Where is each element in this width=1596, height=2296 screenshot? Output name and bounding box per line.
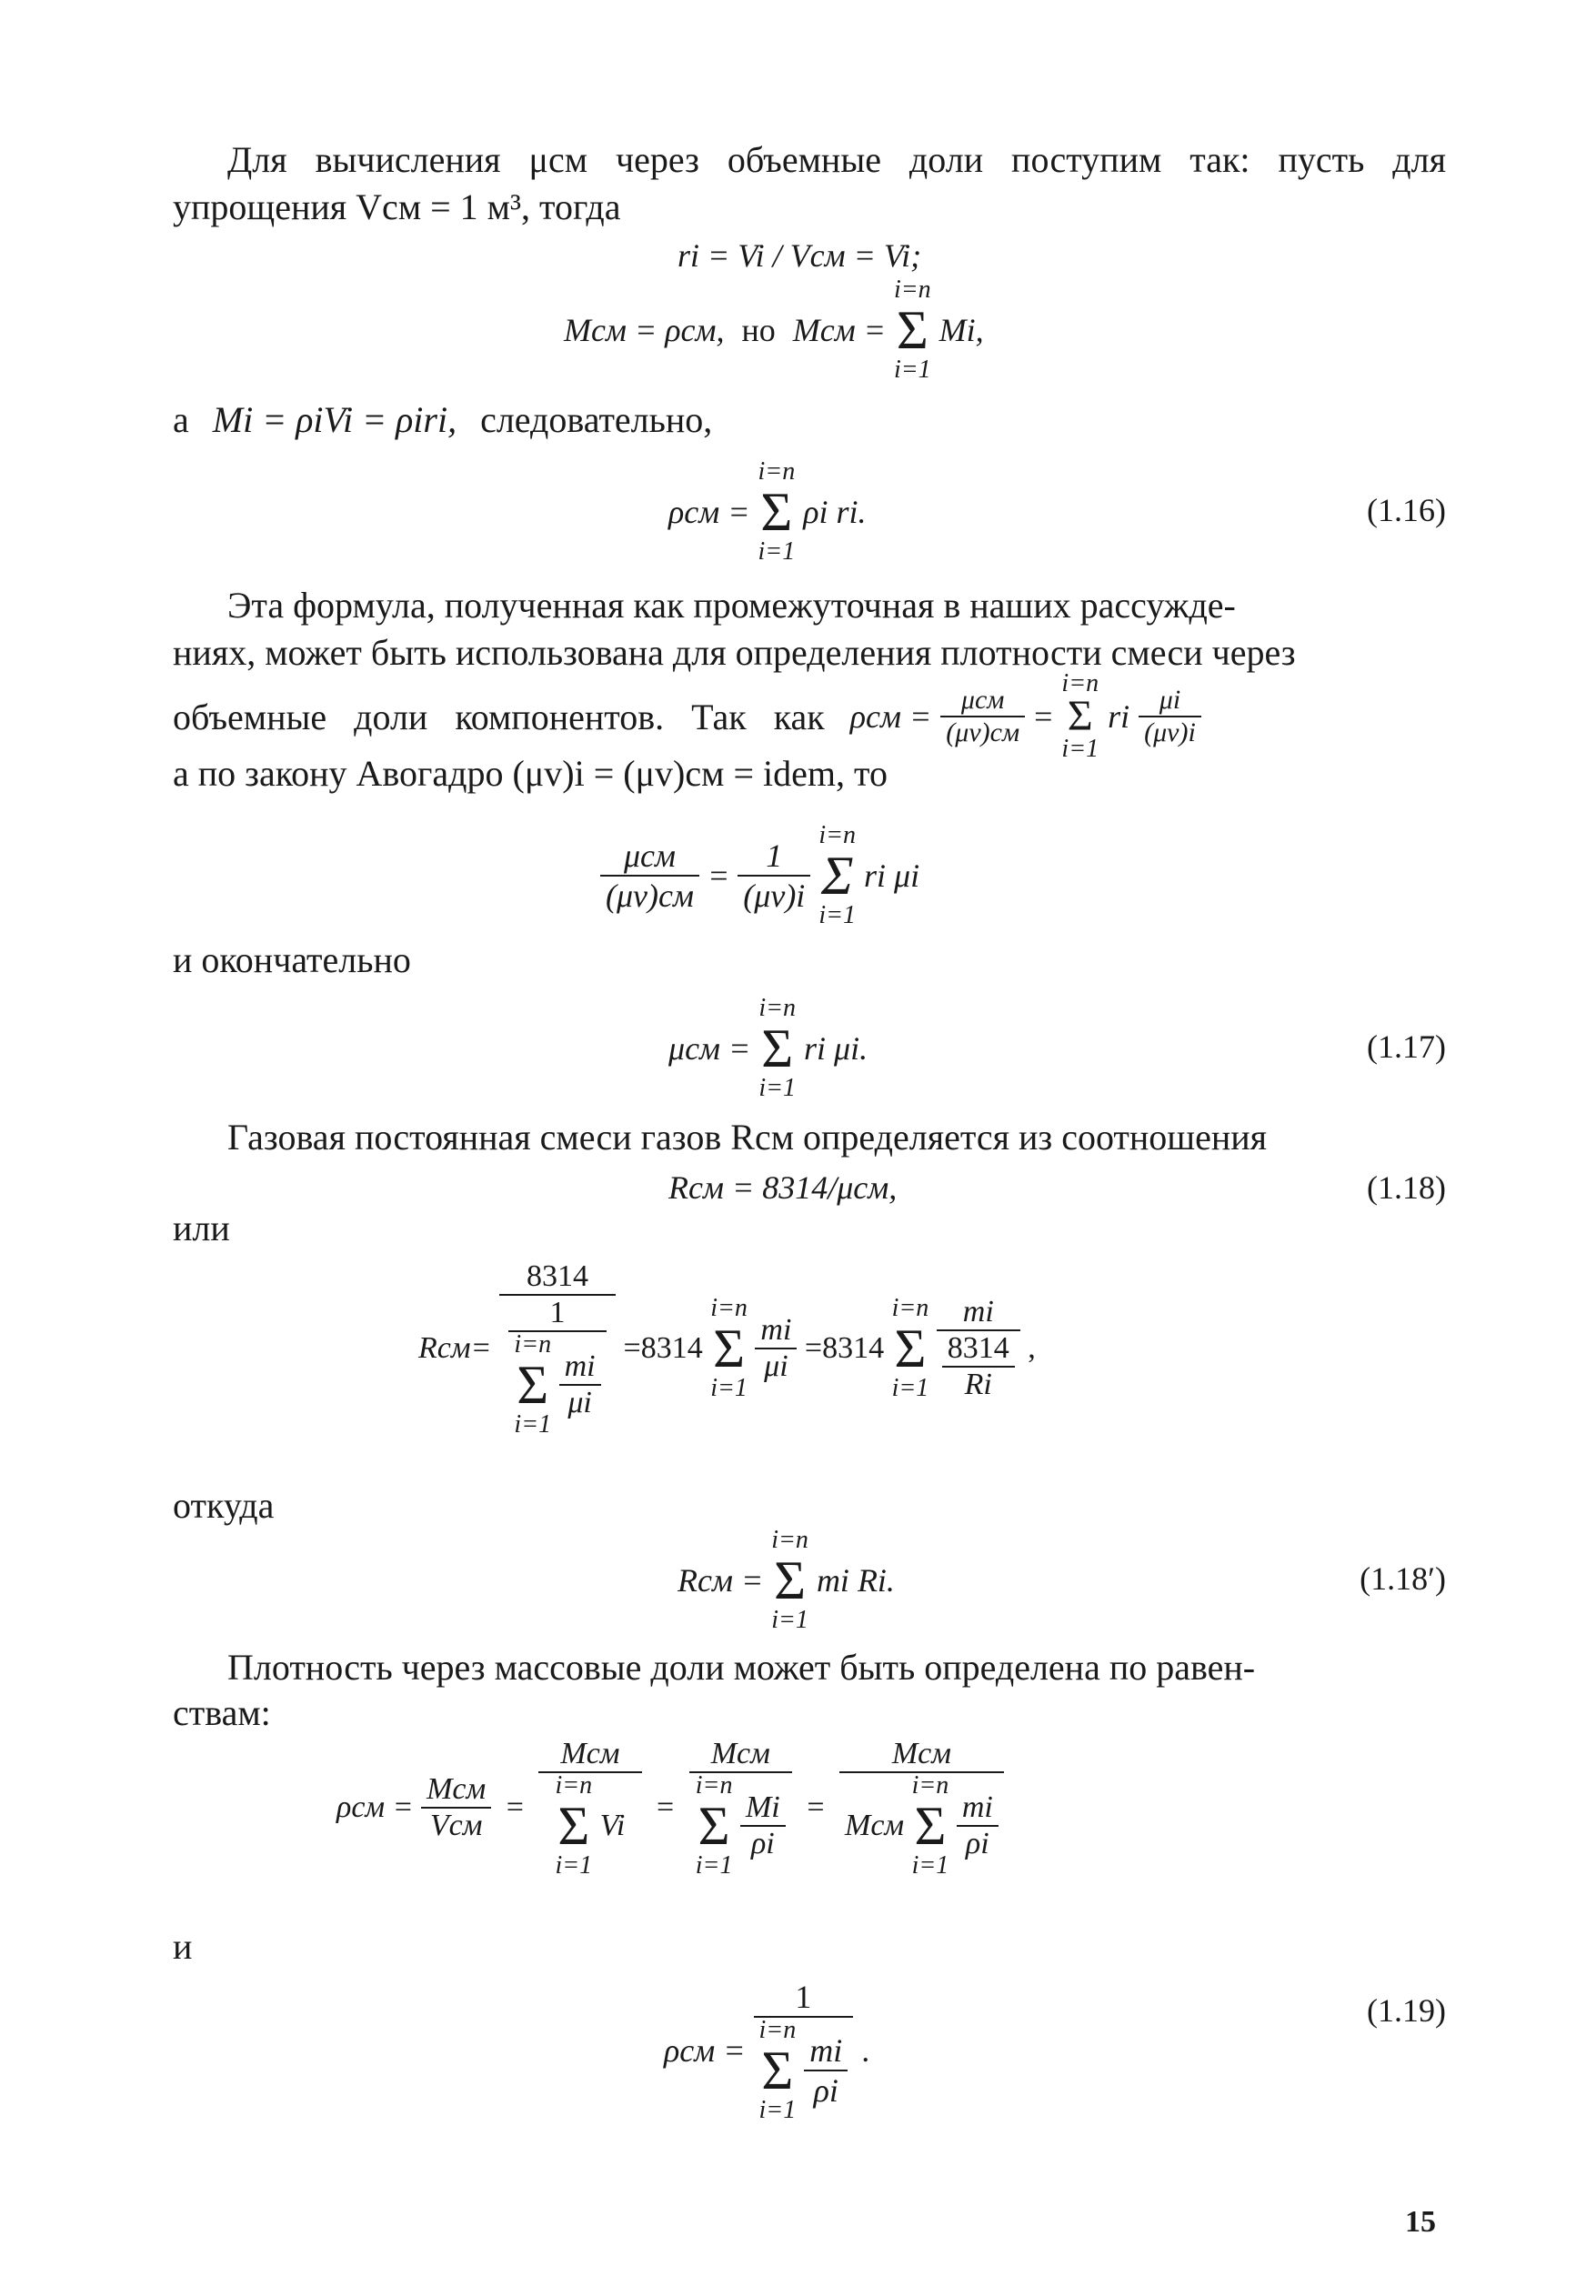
fraction-Mi-over-rho xyxy=(740,1790,786,1861)
paragraph-density-mass-2: ствам: xyxy=(173,1692,271,1733)
paragraph-gas-constant: Газовая постоянная смеси газов Rсм определяется из соотношения xyxy=(227,1117,1268,1158)
formula-mass-density: Mi = ρiVi = ρiri, xyxy=(212,399,457,440)
fraction-m-over-8314-over-R xyxy=(937,1295,1020,1402)
sum-lower-limit: i=1 xyxy=(893,356,931,384)
fraction-numerator: 8314 xyxy=(499,1259,616,1296)
paragraph-intro: Для вычисления μсм через объемные доли поступим так: пусть для упрощения Vсм = 1 м³, тогда xyxy=(173,139,1446,227)
sum-operator xyxy=(892,1296,929,1401)
equation-number-1-19: (1.19) xyxy=(1367,1992,1446,2029)
sum-upper-limit: i=n xyxy=(1061,669,1099,697)
sum-lower-limit: i=1 xyxy=(695,1851,733,1880)
equation-1-18: Rсм = 8314/μсм, xyxy=(668,1169,898,1206)
equation-1-17 xyxy=(668,996,868,1101)
fraction-denominator xyxy=(839,1773,1004,1879)
paragraph-formula-note-3 xyxy=(173,671,1201,762)
sigma-symbol: Σ xyxy=(914,1796,947,1856)
equation-1-17-term: ri μi. xyxy=(804,1030,868,1067)
fraction-M-over-M-sum-m-rho xyxy=(839,1737,1004,1879)
fraction-denominator: μi xyxy=(764,1349,788,1383)
fraction-mu-mix xyxy=(940,685,1025,748)
paragraph-formula-note-2: ниях, может быть использована для определения плотности смеси через xyxy=(173,632,1296,673)
fraction-denominator xyxy=(538,1773,641,1879)
equation-1-18-prime xyxy=(678,1528,895,1633)
fraction-denominator xyxy=(754,2018,854,2123)
text-and: и xyxy=(173,1926,193,1967)
fraction-m-over-mu xyxy=(755,1313,797,1384)
paragraph-mass-relation xyxy=(173,398,712,441)
sum-operator xyxy=(771,1528,808,1633)
equation-R-lhs: Rсм= xyxy=(418,1331,492,1365)
sigma-symbol: Σ xyxy=(760,482,793,542)
fraction-M-over-sum-M-rho xyxy=(689,1737,792,1879)
equals-sign: = xyxy=(807,1790,825,1824)
term-Vi: Vi xyxy=(599,1809,626,1842)
equation-mass-right: Mсм = xyxy=(792,312,886,348)
fraction-mi-over-rho xyxy=(957,1790,999,1861)
fraction-denominator: μi xyxy=(567,1386,592,1419)
term-M-mix: Mсм xyxy=(845,1809,905,1842)
sigma-symbol: Σ xyxy=(774,1550,807,1610)
fraction-mi-over-rho xyxy=(804,2031,848,2110)
fraction-denominator xyxy=(508,1332,606,1438)
sum-operator xyxy=(514,1332,551,1438)
formula-ri: ri xyxy=(1108,698,1130,735)
equation-R-mid: =8314 xyxy=(623,1331,703,1365)
equation-1-16-lhs: ρсм = xyxy=(668,494,750,530)
sum-upper-limit: i=n xyxy=(893,276,931,304)
fraction-numerator: mi xyxy=(559,1349,601,1386)
sum-lower-limit: i=1 xyxy=(758,537,796,566)
equation-R-mid2: =8314 xyxy=(804,1331,885,1365)
sigma-symbol: Σ xyxy=(557,1796,590,1856)
sum-upper-limit: i=n xyxy=(818,821,856,849)
equation-mass-left: Mсм = ρсм, xyxy=(564,312,725,348)
fraction-numerator: mi xyxy=(755,1313,797,1349)
fraction-m-over-mu xyxy=(559,1349,601,1420)
fraction-M-over-V xyxy=(421,1772,491,1843)
formula-rho-lhs: ρсм = xyxy=(849,698,932,735)
equation-ri: ri = Vi / Vсм = Vi; xyxy=(678,237,922,274)
fraction-numerator: mi xyxy=(957,1790,999,1827)
fraction-numerator: μсм xyxy=(600,837,699,877)
equals-sign: = xyxy=(707,857,730,894)
equation-1-19: ρсм = 1 i=n Σ i=1 $\frac{mi}{\rho i}$ . xyxy=(664,1979,870,2124)
fraction-one-over-sum-m-rho xyxy=(754,1978,854,2123)
equation-mass-sum xyxy=(564,277,984,383)
sum-upper-limit: i=n xyxy=(514,1330,552,1359)
fraction-8314-over-R xyxy=(942,1331,1015,1402)
sum-operator xyxy=(912,1773,949,1879)
equation-1-16-term: ρi ri. xyxy=(803,494,867,530)
fraction-numerator: mi xyxy=(937,1295,1020,1331)
text-a: а xyxy=(173,399,189,440)
sum-operator xyxy=(894,277,931,383)
fraction-numerator: 1 xyxy=(738,837,810,877)
fraction-numerator: Mсм xyxy=(689,1737,792,1773)
paragraph-avogadro: а по закону Авогадро (μv)i = (μv)см = idem, то xyxy=(173,753,888,794)
equation-number-1-16: (1.16) xyxy=(1367,492,1446,528)
fraction-denominator: (μv)i xyxy=(1144,717,1196,747)
equation-1-16 xyxy=(668,459,867,565)
sum-upper-limit: i=n xyxy=(555,1771,593,1800)
fraction-denominator xyxy=(689,1773,792,1879)
fraction-denominator: ρi xyxy=(965,1827,989,1860)
sum-lower-limit: i=1 xyxy=(911,1851,949,1880)
fraction-one-over-muv xyxy=(738,837,810,915)
page-number: 15 xyxy=(1405,2205,1436,2239)
sum-upper-limit: i=n xyxy=(911,1771,949,1800)
equation-number-1-18-prime: (1.18′) xyxy=(1360,1560,1446,1597)
equation-gas-constant-expanded: Rсм= 8314 1 i=n Σ i=1 $\frac{mi}{\mu i}$ =8314 i=n Σ i=1 $\frac{mi}{\mu i}$ =8314 i=n Σ i=1 $\frac{mi}{\frac{8314}{Ri}}$ , xyxy=(418,1259,1036,1439)
equation-1-18p-term: mi Ri. xyxy=(816,1562,895,1599)
fraction-denominator: ρi xyxy=(750,1827,775,1860)
fraction-denominator: ρi xyxy=(813,2072,838,2109)
fraction-M-over-sumV xyxy=(538,1737,641,1879)
fraction-denominator xyxy=(937,1331,1020,1402)
text-and-finally: и окончательно xyxy=(173,939,411,980)
equals-sign: = xyxy=(657,1790,675,1824)
fraction-numerator: mi xyxy=(804,2031,848,2071)
fraction-denominator: (μv)см xyxy=(946,717,1020,747)
sum-operator xyxy=(696,1773,733,1879)
sigma-symbol: Σ xyxy=(761,1018,794,1078)
equation-intermediate xyxy=(600,823,919,928)
equation-density-chain xyxy=(336,1737,1004,1879)
fraction-denominator: Ri xyxy=(964,1368,992,1401)
sum-lower-limit: i=1 xyxy=(771,1606,808,1634)
fraction-numerator: Mсм xyxy=(839,1737,1004,1773)
text-therefore: следовательно, xyxy=(480,399,713,440)
sum-lower-limit: i=1 xyxy=(1061,735,1099,763)
fraction-numerator: 1 xyxy=(508,1296,606,1332)
sum-lower-limit: i=1 xyxy=(710,1374,748,1402)
fraction-numerator: Mсм xyxy=(538,1737,641,1773)
sum-operator xyxy=(759,2018,797,2123)
fraction-mu-mix xyxy=(600,837,699,915)
equation-1-18p-lhs: Rсм = xyxy=(678,1562,764,1599)
equation-1-19-lhs: ρсм = xyxy=(664,2032,746,2069)
equation-number-1-17: (1.17) xyxy=(1367,1028,1446,1065)
equation-number-1-18: (1.18) xyxy=(1367,1169,1446,1206)
equation-mass-term: Mi, xyxy=(939,312,984,348)
fraction-denominator: (μv)см xyxy=(606,877,694,914)
equation-density-lhs: ρсм = xyxy=(336,1790,414,1824)
sum-upper-limit: i=n xyxy=(771,1526,808,1554)
sigma-symbol: Σ xyxy=(820,846,854,906)
paragraph-density-mass-1: Плотность через массовые доли может быть определена по равен- xyxy=(227,1647,1256,1688)
fraction-numerator: μi xyxy=(1139,685,1201,717)
sum-operator xyxy=(818,823,856,928)
sum-lower-limit: i=1 xyxy=(514,1410,552,1439)
sum-operator xyxy=(1061,671,1099,762)
equation-1-17-lhs: μсм = xyxy=(668,1030,751,1067)
sum-operator xyxy=(758,996,796,1101)
text-or: или xyxy=(173,1208,230,1248)
fraction-numerator: Mсм xyxy=(421,1772,491,1809)
fraction-mu-i xyxy=(1139,685,1201,748)
fraction-one-over-sum xyxy=(508,1296,606,1438)
fraction-8314-over-sum xyxy=(499,1259,616,1438)
sigma-symbol: Σ xyxy=(761,2040,794,2100)
sum-lower-limit: i=1 xyxy=(758,1074,797,1102)
sigma-symbol: Σ xyxy=(896,300,928,360)
sum-lower-limit: i=1 xyxy=(758,2096,797,2124)
sum-operator xyxy=(555,1773,592,1879)
sum-operator xyxy=(758,459,796,565)
sum-lower-limit: i=1 xyxy=(891,1374,929,1402)
sum-upper-limit: i=n xyxy=(695,1771,733,1800)
sum-upper-limit: i=n xyxy=(758,2016,797,2044)
sum-lower-limit: i=1 xyxy=(818,901,856,929)
fraction-denominator: (μv)i xyxy=(743,877,806,914)
text-whence: откуда xyxy=(173,1485,275,1526)
fraction-numerator: μсм xyxy=(940,685,1025,717)
fraction-denominator xyxy=(499,1296,616,1438)
fraction-denominator: Vсм xyxy=(429,1809,483,1842)
equals-sign: = xyxy=(506,1790,524,1824)
fraction-numerator: 1 xyxy=(754,1978,854,2018)
sigma-symbol: Σ xyxy=(894,1318,927,1379)
equation-mass-but: но xyxy=(741,312,776,348)
sum-upper-limit: i=n xyxy=(710,1294,748,1322)
sigma-symbol: Σ xyxy=(698,1796,730,1856)
equals-sign: = xyxy=(1034,698,1053,735)
equation-intermediate-term: ri μi xyxy=(864,857,920,894)
sum-upper-limit: i=n xyxy=(758,457,796,486)
paragraph-formula-note-1: Эта формула, полученная как промежуточная в наших рассужде- xyxy=(227,585,1236,626)
sigma-symbol: Σ xyxy=(1067,692,1093,740)
sum-lower-limit: i=1 xyxy=(555,1851,593,1880)
sum-upper-limit: i=n xyxy=(891,1294,929,1322)
sigma-symbol: Σ xyxy=(713,1318,745,1379)
sigma-symbol: Σ xyxy=(517,1355,549,1415)
sum-upper-limit: i=n xyxy=(758,994,797,1022)
text-volume-fractions: объемные доли компонентов. Так как xyxy=(173,696,825,737)
fraction-numerator: Mi xyxy=(740,1790,786,1827)
fraction-numerator: 8314 xyxy=(942,1331,1015,1368)
sum-operator xyxy=(710,1296,748,1401)
